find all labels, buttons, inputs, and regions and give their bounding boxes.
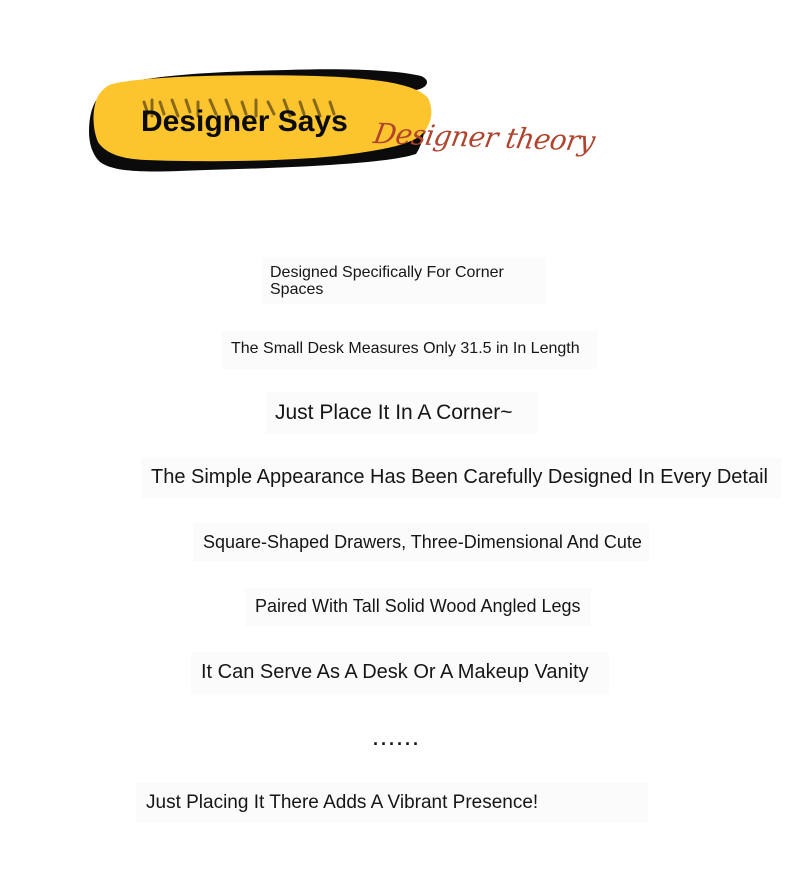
feature-line-corner-spaces: Designed Specifically For Corner Spaces	[270, 264, 504, 298]
script-subtitle: Designer theory	[371, 117, 598, 158]
feature-line-drawers: Square-Shaped Drawers, Three-Dimensional And Cute	[203, 532, 642, 552]
feature-line-place-corner: Just Place It In A Corner~	[275, 401, 513, 424]
feature-line-legs: Paired With Tall Solid Wood Angled Legs	[255, 596, 581, 616]
feature-line-simple-appearance: The Simple Appearance Has Been Carefully Designed In Every Detail	[151, 466, 768, 488]
feature-line-desk-length: The Small Desk Measures Only 31.5 in In Length	[231, 340, 580, 357]
page-title: Designer Says	[141, 105, 348, 138]
ellipsis-divider: ······	[373, 734, 421, 754]
feature-line-desk-or-vanity: It Can Serve As A Desk Or A Makeup Vanity	[201, 661, 589, 683]
feature-line-vibrant-presence: Just Placing It There Adds A Vibrant Presence!	[146, 792, 539, 813]
